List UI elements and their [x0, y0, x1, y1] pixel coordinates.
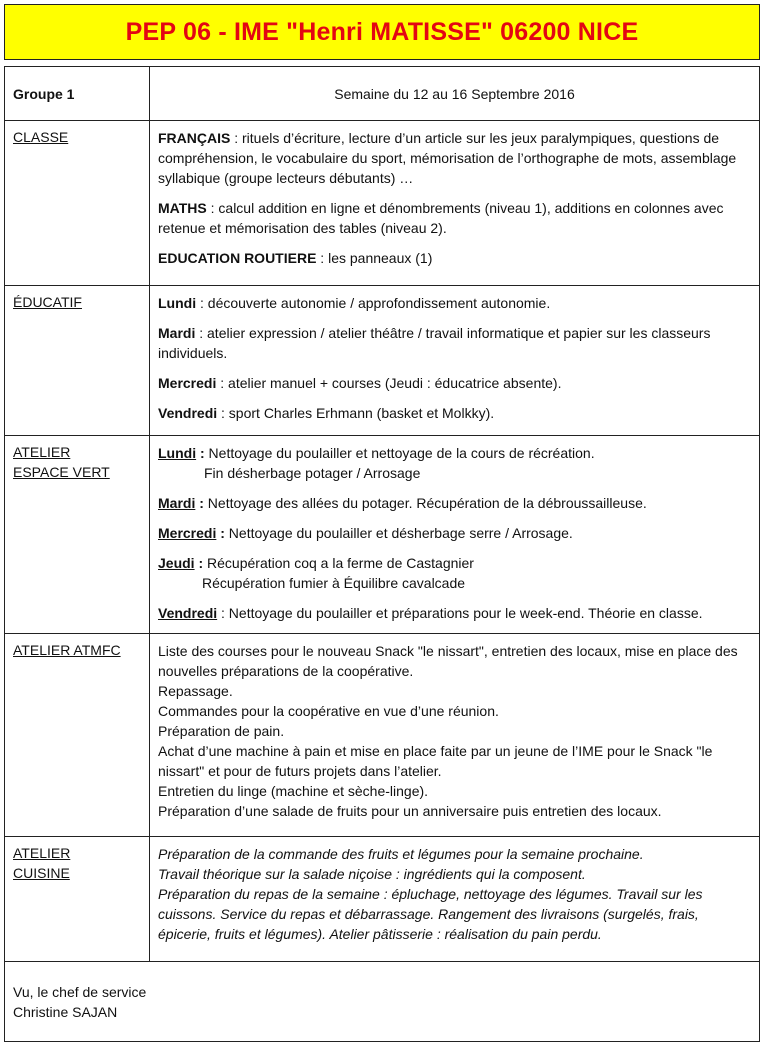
- atmfc-line: Achat d’une machine à pain et mise en place faite par un jeune de l’IME pour le Snack "le nissart" et pour de futurs projets dans l’atelier.: [158, 743, 713, 779]
- atmfc-line: Préparation de pain.: [158, 723, 285, 739]
- section-content-educatif: [150, 286, 760, 436]
- espace-vert-mercredi: Mercredi : Nettoyage du poulailler et désherbage serre / Arrosage.: [158, 525, 573, 541]
- educatif-lundi: Lundi : découverte autonomie / approfondissement autonomie.: [158, 295, 551, 311]
- row-atmfc: [5, 634, 760, 837]
- page-title: PEP 06 - IME "Henri MATISSE" 06200 NICE: [125, 17, 639, 46]
- espace-vert-vendredi: Vendredi : Nettoyage du poulailler et préparations pour le week-end. Théorie en classe.: [158, 605, 703, 621]
- week-title: Semaine du 12 au 16 Septembre 2016: [150, 67, 760, 121]
- section-label-educatif: ÉDUCATIF: [13, 294, 82, 310]
- section-content-espace-vert: [150, 436, 760, 634]
- row-cuisine: [5, 837, 760, 962]
- atmfc-line: Commandes pour la coopérative en vue d’une réunion.: [158, 703, 499, 719]
- cuisine-line: Préparation du repas de la semaine : épluchage, nettoyage des légumes. Travail sur les cuissons. Service du repas et débarrassage. Rangement des livraisons (surgelés, frais, épicerie, fruits et légumes). Atelier pâtisserie : réalisation du pain perdu.: [158, 886, 703, 942]
- atmfc-line: Repassage.: [158, 683, 233, 699]
- atmfc-line: Préparation d’une salade de fruits pour un anniversaire puis entretien des locaux.: [158, 803, 662, 819]
- title-banner: [4, 4, 760, 60]
- row-educatif: [5, 286, 760, 436]
- section-label-classe: CLASSE: [13, 129, 69, 145]
- signature-block: [5, 962, 760, 1042]
- atmfc-line: Liste des courses pour le nouveau Snack "le nissart", entretien des locaux, mise en place des nouvelles préparations de la coopérative.: [158, 643, 738, 679]
- signature-title: Vu, le chef de service: [13, 984, 147, 1000]
- section-content-atmfc: [150, 634, 760, 837]
- section-label-espace-vert-1: ATELIER: [13, 444, 71, 460]
- atmfc-line: Entretien du linge (machine et sèche-linge).: [158, 783, 429, 799]
- schedule-table: [4, 66, 760, 1042]
- section-label-cuisine-2: CUISINE: [13, 865, 70, 881]
- section-content-cuisine: [150, 837, 760, 962]
- classe-maths: MATHS : calcul addition en ligne et dénombrements (niveau 1), additions en colonnes avec retenue et mémorisation des tables (niveau 2).: [158, 200, 724, 236]
- section-label-atmfc: ATELIER ATMFC: [13, 642, 121, 658]
- row-espace-vert: [5, 436, 760, 634]
- educatif-mercredi: Mercredi : atelier manuel + courses (Jeudi : éducatrice absente).: [158, 375, 562, 391]
- group-label: Groupe 1: [5, 67, 150, 121]
- section-label-espace-vert-2: ESPACE VERT: [13, 464, 110, 480]
- section-label-cuisine-1: ATELIER: [13, 845, 71, 861]
- row-classe: [5, 121, 760, 286]
- classe-francais: FRANÇAIS : rituels d’écriture, lecture d’un article sur les jeux paralympiques, questions de compréhension, le vocabulaire du sport, mémorisation de l’orthographe de mots, assemblage syllabique (groupe lecteurs débutants) …: [158, 130, 737, 186]
- header-row: [5, 67, 760, 121]
- cuisine-line: Préparation de la commande des fruits et légumes pour la semaine prochaine.: [158, 846, 644, 862]
- espace-vert-lundi: Lundi : Nettoyage du poulailler et nettoyage de la cours de récréation. Fin désherbage potager / Arrosage: [158, 445, 595, 481]
- espace-vert-jeudi: Jeudi : Récupération coq a la ferme de Castagnier Récupération fumier à Équilibre cavalcade: [158, 555, 474, 591]
- row-footer: [5, 962, 760, 1042]
- educatif-mardi: Mardi : atelier expression / atelier théâtre / travail informatique et papier sur les classeurs individuels.: [158, 325, 711, 361]
- signature-name: Christine SAJAN: [13, 1004, 118, 1020]
- cuisine-line: Travail théorique sur la salade niçoise : ingrédients qui la composent.: [158, 866, 586, 882]
- espace-vert-mardi: Mardi : Nettoyage des allées du potager. Récupération de la débroussailleuse.: [158, 495, 647, 511]
- section-content-classe: [150, 121, 760, 286]
- classe-route: EDUCATION ROUTIERE : les panneaux (1): [158, 250, 433, 266]
- educatif-vendredi: Vendredi : sport Charles Erhmann (basket et Molkky).: [158, 405, 495, 421]
